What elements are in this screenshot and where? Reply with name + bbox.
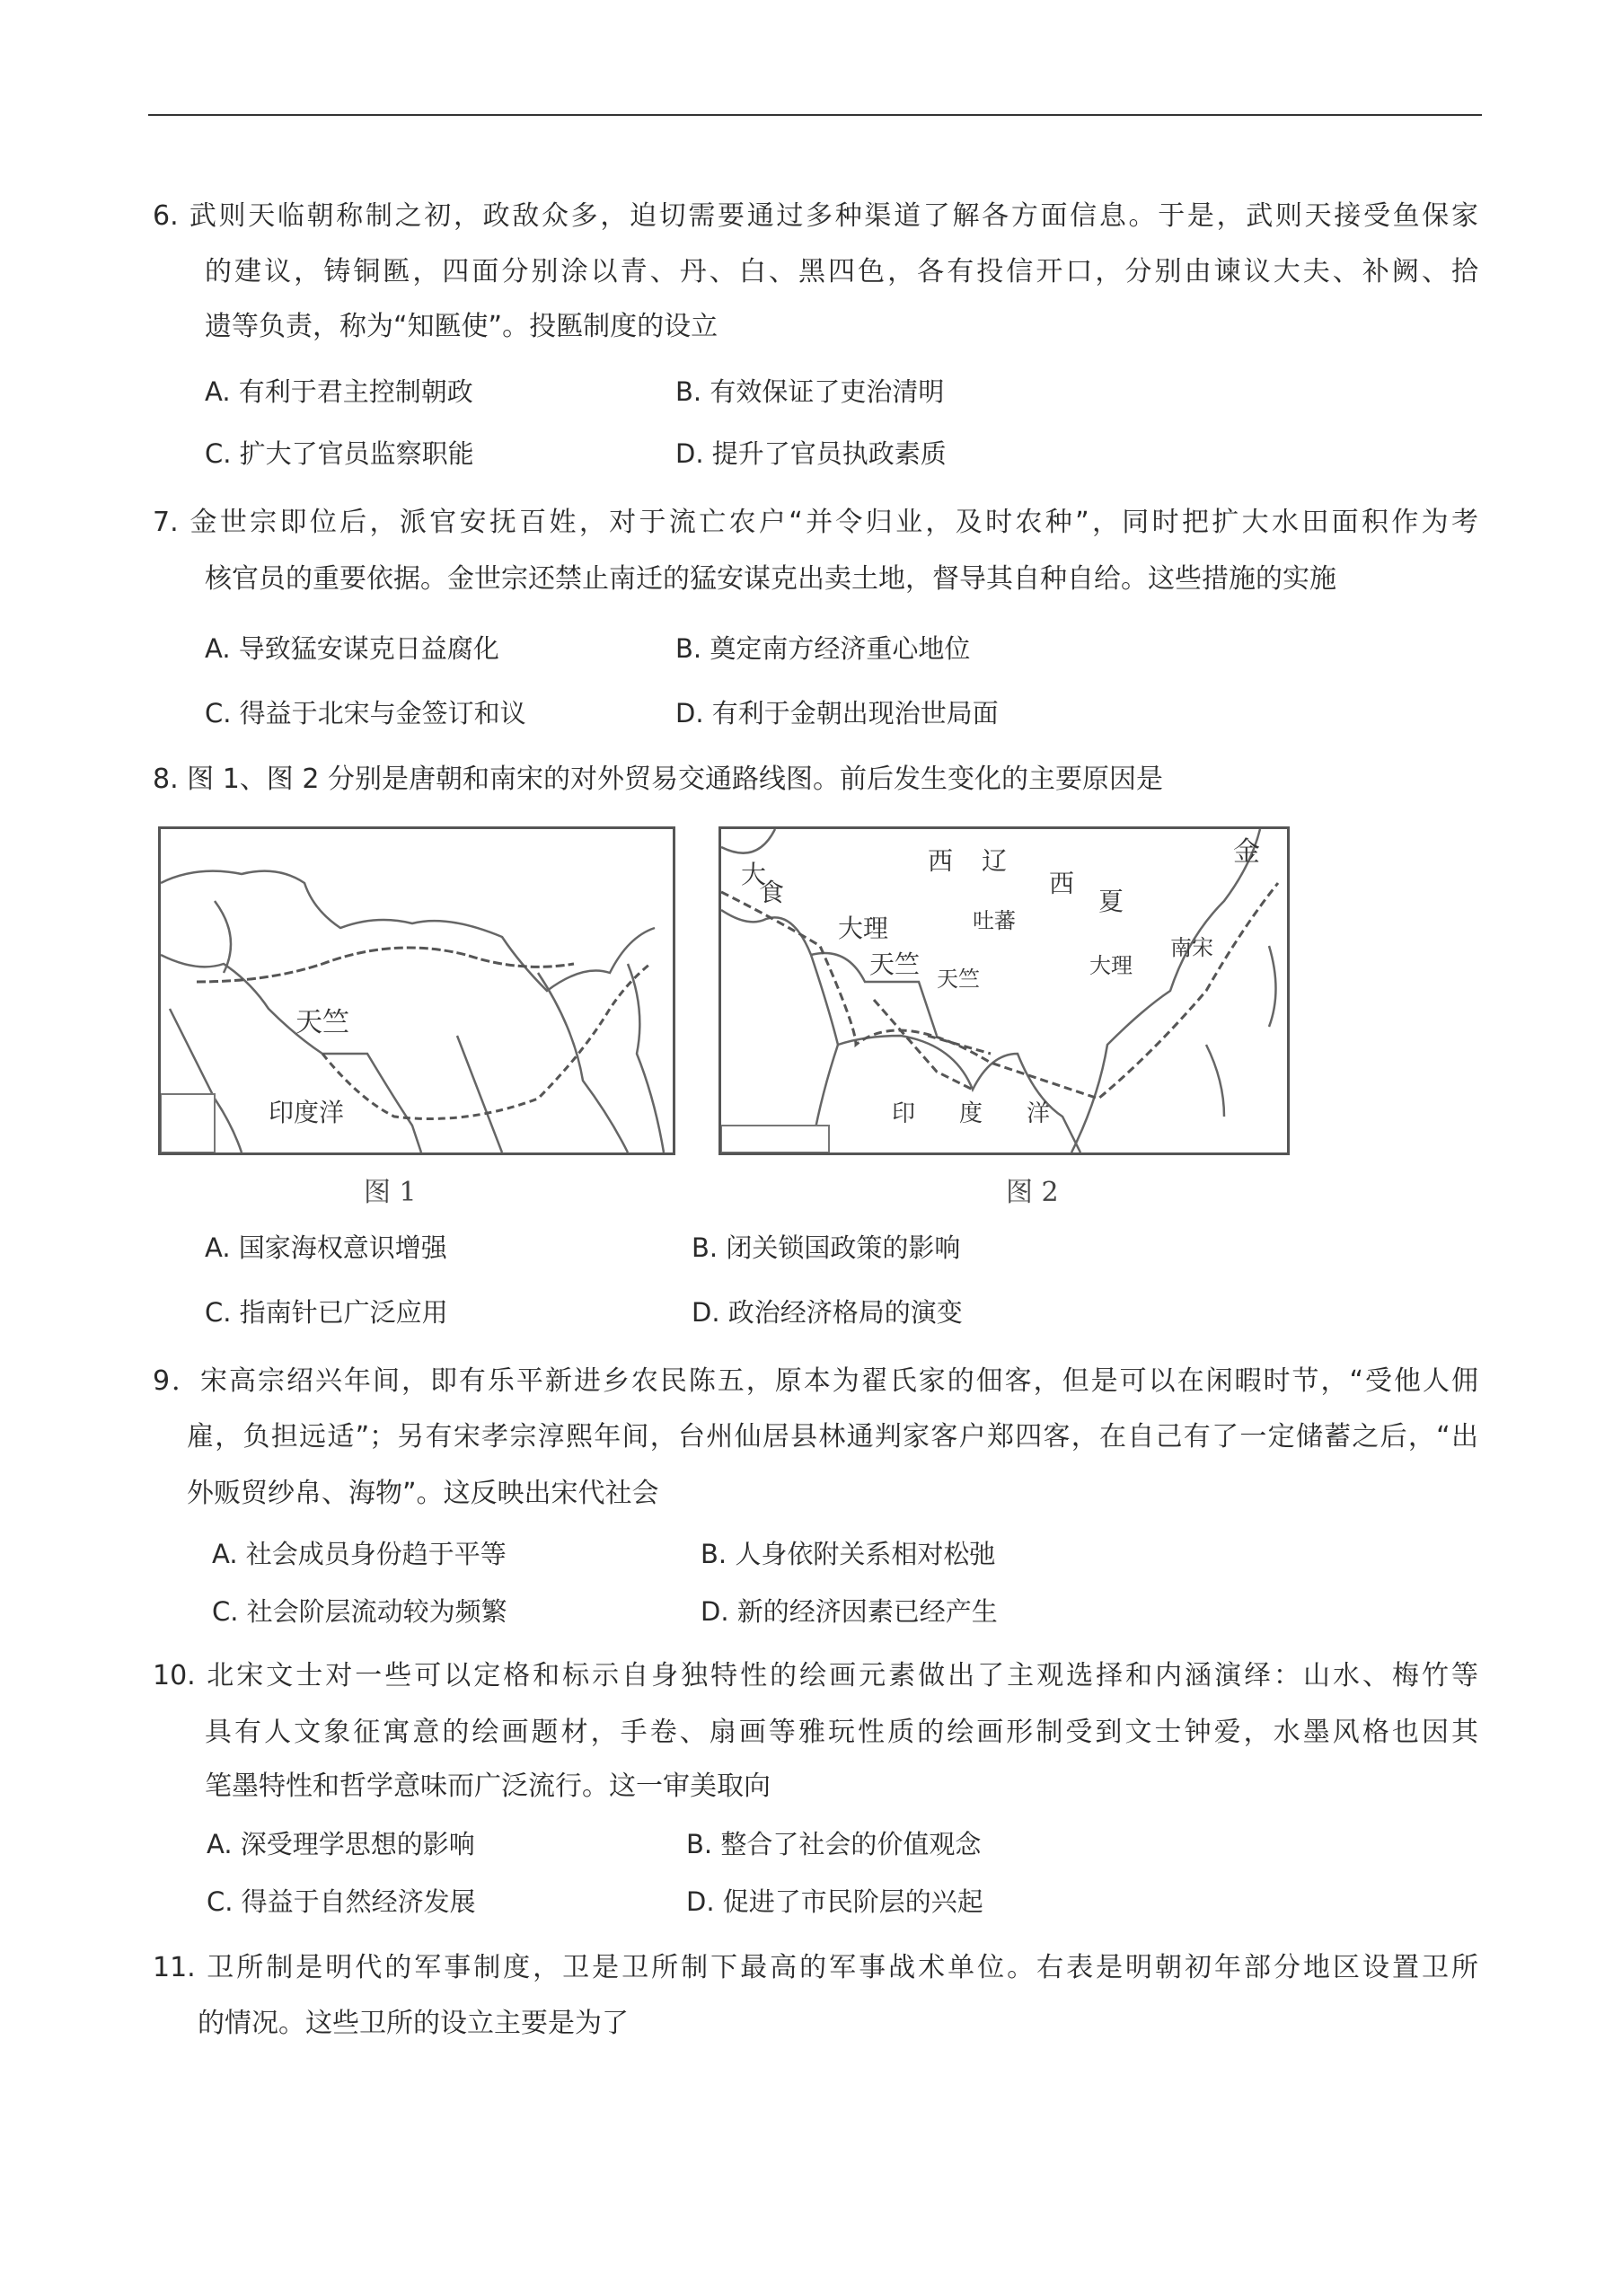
question-text: 8. 图 1、图 2 分别是唐朝和南宋的对外贸易交通路线图。前后发生变化的主要原因是 [153,764,1163,795]
map-label: 食 [759,878,785,907]
map-label: 洋 [1027,1100,1051,1127]
tang-trade-routes-map [161,829,673,1152]
map-label: 印度洋 [269,1098,345,1127]
map-label: 大理 [838,914,889,943]
question-text: 笔墨特性和哲学意味而广泛流行。这一审美取向 [205,1771,771,1802]
option-c[interactable]: C. 得益于北宋与金签订和议 [205,698,526,729]
option-d[interactable]: D. 促进了市民阶层的兴起 [686,1886,983,1917]
option-b[interactable]: B. 整合了社会的价值观念 [686,1829,982,1859]
question-text: 11. 卫所制是明代的军事制度，卫是卫所制下最高的军事战术单位。右表是明朝初年部分地区设置卫所 [153,1952,1478,1983]
option-b[interactable]: B. 有效保证了吏治清明 [675,376,945,407]
map-label: 吐蕃 [973,908,1016,933]
map-label: 天竺 [869,949,921,979]
map-label: 度 [959,1100,983,1127]
map-figure-2 [718,826,1290,1155]
question-text: 核官员的重要依据。金世宗还禁止南迁的猛安谋克出卖土地，督导其自种自给。这些措施的实施 [205,563,1336,595]
option-d[interactable]: D. 提升了官员执政素质 [675,438,947,469]
option-a[interactable]: A. 导致猛安谋克日益腐化 [205,633,499,664]
option-c[interactable]: C. 指南针已广泛应用 [205,1297,448,1328]
question-text: 遗等负责，称为“知匦使”。投匦制度的设立 [205,311,718,342]
map-label: 南宋 [1170,935,1213,960]
header-rule [148,114,1482,116]
southern-song-trade-routes-map [721,829,1287,1152]
question-text: 6. 武则天临朝称制之初，政敌众多，迫切需要通过多种渠道了解各方面信息。于是，武则天接受鱼保家 [153,200,1478,232]
map-label: 夏 [1098,887,1124,916]
question-text: 外贩贸纱帛、海物”。这反映出宋代社会 [187,1478,659,1509]
question-text: 具有人文象征寓意的绘画题材，手卷、扇画等雅玩性质的绘画形制受到文士钟爱，水墨风格也因其 [205,1717,1478,1748]
question-text: 的情况。这些卫所的设立主要是为了 [198,2008,629,2039]
option-a[interactable]: A. 社会成员身份趋于平等 [212,1539,507,1569]
map-label: 印 [892,1100,916,1127]
map-label: 天竺 [937,967,980,992]
option-a[interactable]: A. 深受理学思想的影响 [207,1829,475,1859]
option-b[interactable]: B. 奠定南方经济重心地位 [675,633,971,664]
map-label: 天竺 [295,1007,349,1038]
figure-2-caption: 图 2 [1006,1177,1059,1208]
option-c[interactable]: C. 社会阶层流动较为频繁 [212,1596,507,1627]
map-label: 西 [1049,869,1075,898]
map-label: 辽 [982,846,1008,876]
map-label: 金 [1233,836,1260,868]
option-a[interactable]: A. 有利于君主控制朝政 [205,376,473,407]
option-c[interactable]: C. 扩大了官员监察职能 [205,438,474,469]
question-text: 7. 金世宗即位后，派官安抚百姓，对于流亡农户“并令归业，及时农种”，同时把扩大水田面积作为考 [153,507,1478,538]
option-a[interactable]: A. 国家海权意识增强 [205,1232,447,1263]
map-figure-1 [158,826,675,1155]
figure-1-caption: 图 1 [364,1177,417,1208]
question-text: 的建议，铸铜匦，四面分别涂以青、丹、白、黑四色，各有投信开口，分别由谏议大夫、补阙、拾 [205,256,1478,287]
question-text: 10. 北宋文士对一些可以定格和标示自身独特性的绘画元素做出了主观选择和内涵演绎：山水、梅竹等 [153,1660,1478,1691]
option-d[interactable]: D. 政治经济格局的演变 [692,1297,963,1328]
option-d[interactable]: D. 新的经济因素已经产生 [701,1596,998,1627]
map-label: 西 [928,846,954,876]
map-label: 大理 [1089,953,1133,978]
question-text: 雇，负担远适”；另有宋孝宗淳熙年间，台州仙居县林通判家客户郑四客，在自己有了一定储蓄之后，“出 [187,1421,1478,1453]
option-c[interactable]: C. 得益于自然经济发展 [207,1886,476,1917]
option-d[interactable]: D. 有利于金朝出现治世局面 [675,698,999,729]
option-b[interactable]: B. 闭关锁国政策的影响 [692,1232,961,1263]
question-text: 9．宋高宗绍兴年间，即有乐平新进乡农民陈五，原本为翟氏家的佃客，但是可以在闲暇时节，“受他人佣 [153,1365,1478,1397]
map-label: 大 [741,860,767,889]
option-b[interactable]: B. 人身依附关系相对松弛 [701,1539,996,1569]
